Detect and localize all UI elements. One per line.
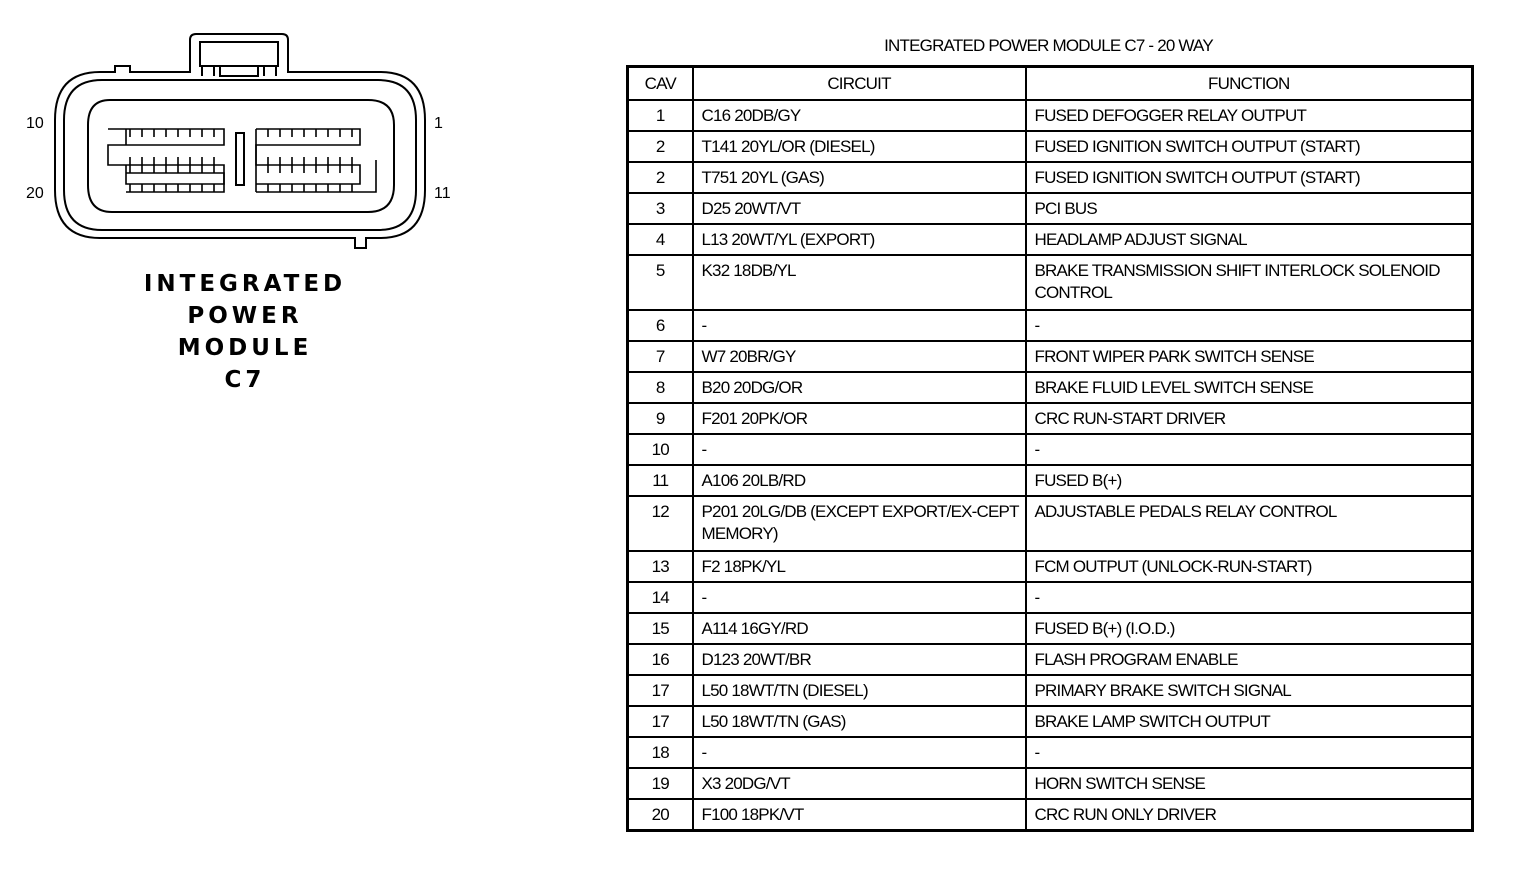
table-row — [628, 310, 1473, 341]
table-row — [628, 768, 1473, 799]
cav-cell: 18 — [628, 737, 693, 768]
cav-cell: 20 — [628, 799, 693, 830]
pin-label-20: 20 — [26, 185, 44, 202]
table-header-row — [628, 67, 1473, 101]
connector-inner-shell — [64, 80, 416, 230]
connector-diagram — [20, 30, 460, 260]
circuit-cell: - — [693, 434, 1026, 465]
function-cell: BRAKE FLUID LEVEL SWITCH SENSE — [1026, 372, 1473, 403]
header-cav: CAV — [628, 67, 693, 101]
function-cell: BRAKE TRANSMISSION SHIFT INTERLOCK SOLENOID CONTROL — [1026, 255, 1473, 310]
table-row — [628, 131, 1473, 162]
cav-cell: 19 — [628, 768, 693, 799]
function-cell: ADJUSTABLE PEDALS RELAY CONTROL — [1026, 496, 1473, 551]
circuit-cell: P201 20LG/DB (EXCEPT EXPORT/EX-CEPT MEMORY) — [693, 496, 1026, 551]
function-cell: FLASH PROGRAM ENABLE — [1026, 644, 1473, 675]
connector-label-line-2: POWER — [187, 303, 303, 329]
cav-cell: 2 — [628, 162, 693, 193]
connector-label-line-3: MODULE — [177, 335, 313, 361]
table-row — [628, 644, 1473, 675]
cav-cell: 12 — [628, 496, 693, 551]
pin-label-1: 1 — [434, 115, 443, 132]
function-cell: BRAKE LAMP SWITCH OUTPUT — [1026, 706, 1473, 737]
table-title: INTEGRATED POWER MODULE C7 - 20 WAY — [884, 36, 1213, 55]
latch-tab — [220, 66, 258, 76]
table-row — [628, 341, 1473, 372]
function-cell: HEADLAMP ADJUST SIGNAL — [1026, 224, 1473, 255]
function-cell: FCM OUTPUT (UNLOCK-RUN-START) — [1026, 551, 1473, 582]
pin-label-11: 11 — [434, 185, 451, 202]
cav-cell: 6 — [628, 310, 693, 341]
cav-cell: 8 — [628, 372, 693, 403]
function-cell: FUSED DEFOGGER RELAY OUTPUT — [1026, 100, 1473, 131]
connector-name-label — [130, 268, 360, 396]
circuit-cell: T751 20YL (GAS) — [693, 162, 1026, 193]
cav-cell: 16 — [628, 644, 693, 675]
function-cell: - — [1026, 582, 1473, 613]
circuit-cell: L50 18WT/TN (DIESEL) — [693, 675, 1026, 706]
function-cell: PCI BUS — [1026, 193, 1473, 224]
cav-cell: 15 — [628, 613, 693, 644]
cav-cell: 17 — [628, 706, 693, 737]
circuit-cell: F100 18PK/VT — [693, 799, 1026, 830]
cav-cell: 14 — [628, 582, 693, 613]
pin-label-10: 10 — [26, 115, 44, 132]
table-row — [628, 551, 1473, 582]
table-row — [628, 224, 1473, 255]
table-row — [628, 496, 1473, 551]
function-cell: - — [1026, 310, 1473, 341]
header-function: FUNCTION — [1026, 67, 1473, 101]
function-cell: CRC RUN ONLY DRIVER — [1026, 799, 1473, 830]
circuit-cell: D25 20WT/VT — [693, 193, 1026, 224]
cav-cell: 5 — [628, 255, 693, 310]
table-row — [628, 100, 1473, 131]
connector-label-line-4: C7 — [224, 367, 266, 393]
table-row — [628, 582, 1473, 613]
pinout-table — [626, 65, 1474, 832]
table-row — [628, 434, 1473, 465]
table-row — [628, 465, 1473, 496]
function-cell: FUSED B(+) (I.O.D.) — [1026, 613, 1473, 644]
function-cell: FRONT WIPER PARK SWITCH SENSE — [1026, 341, 1473, 372]
function-cell: CRC RUN-START DRIVER — [1026, 403, 1473, 434]
function-cell: - — [1026, 737, 1473, 768]
cav-cell: 7 — [628, 341, 693, 372]
circuit-cell: L13 20WT/YL (EXPORT) — [693, 224, 1026, 255]
cav-cell: 11 — [628, 465, 693, 496]
cav-cell: 2 — [628, 131, 693, 162]
circuit-cell: X3 20DG/VT — [693, 768, 1026, 799]
circuit-cell: D123 20WT/BR — [693, 644, 1026, 675]
cav-cell: 9 — [628, 403, 693, 434]
table-row — [628, 193, 1473, 224]
circuit-cell: T141 20YL/OR (DIESEL) — [693, 131, 1026, 162]
cavity-frame — [88, 100, 394, 212]
circuit-cell: W7 20BR/GY — [693, 341, 1026, 372]
circuit-cell: L50 18WT/TN (GAS) — [693, 706, 1026, 737]
function-cell: FUSED B(+) — [1026, 465, 1473, 496]
function-cell: FUSED IGNITION SWITCH OUTPUT (START) — [1026, 162, 1473, 193]
cav-cell: 17 — [628, 675, 693, 706]
table-row — [628, 162, 1473, 193]
function-cell: HORN SWITCH SENSE — [1026, 768, 1473, 799]
circuit-cell: B20 20DG/OR — [693, 372, 1026, 403]
cav-cell: 3 — [628, 193, 693, 224]
table-row — [628, 737, 1473, 768]
table-row — [628, 706, 1473, 737]
circuit-cell: F2 18PK/YL — [693, 551, 1026, 582]
latch-window — [200, 42, 278, 66]
connector-label-line-1: INTEGRATED — [143, 271, 347, 297]
cav-cell: 13 — [628, 551, 693, 582]
circuit-cell: F201 20PK/OR — [693, 403, 1026, 434]
circuit-cell: - — [693, 310, 1026, 341]
center-key — [236, 133, 244, 185]
circuit-cell: - — [693, 582, 1026, 613]
function-cell: - — [1026, 434, 1473, 465]
function-cell: FUSED IGNITION SWITCH OUTPUT (START) — [1026, 131, 1473, 162]
table-row — [628, 675, 1473, 706]
cav-cell: 1 — [628, 100, 693, 131]
table-row — [628, 372, 1473, 403]
circuit-cell: A106 20LB/RD — [693, 465, 1026, 496]
table-row — [628, 255, 1473, 310]
header-circuit: CIRCUIT — [693, 67, 1026, 101]
circuit-cell: K32 18DB/YL — [693, 255, 1026, 310]
table-row — [628, 403, 1473, 434]
cav-cell: 10 — [628, 434, 693, 465]
table-row — [628, 799, 1473, 830]
table-row — [628, 613, 1473, 644]
cav-cell: 4 — [628, 224, 693, 255]
circuit-cell: A114 16GY/RD — [693, 613, 1026, 644]
circuit-cell: - — [693, 737, 1026, 768]
circuit-cell: C16 20DB/GY — [693, 100, 1026, 131]
function-cell: PRIMARY BRAKE SWITCH SIGNAL — [1026, 675, 1473, 706]
